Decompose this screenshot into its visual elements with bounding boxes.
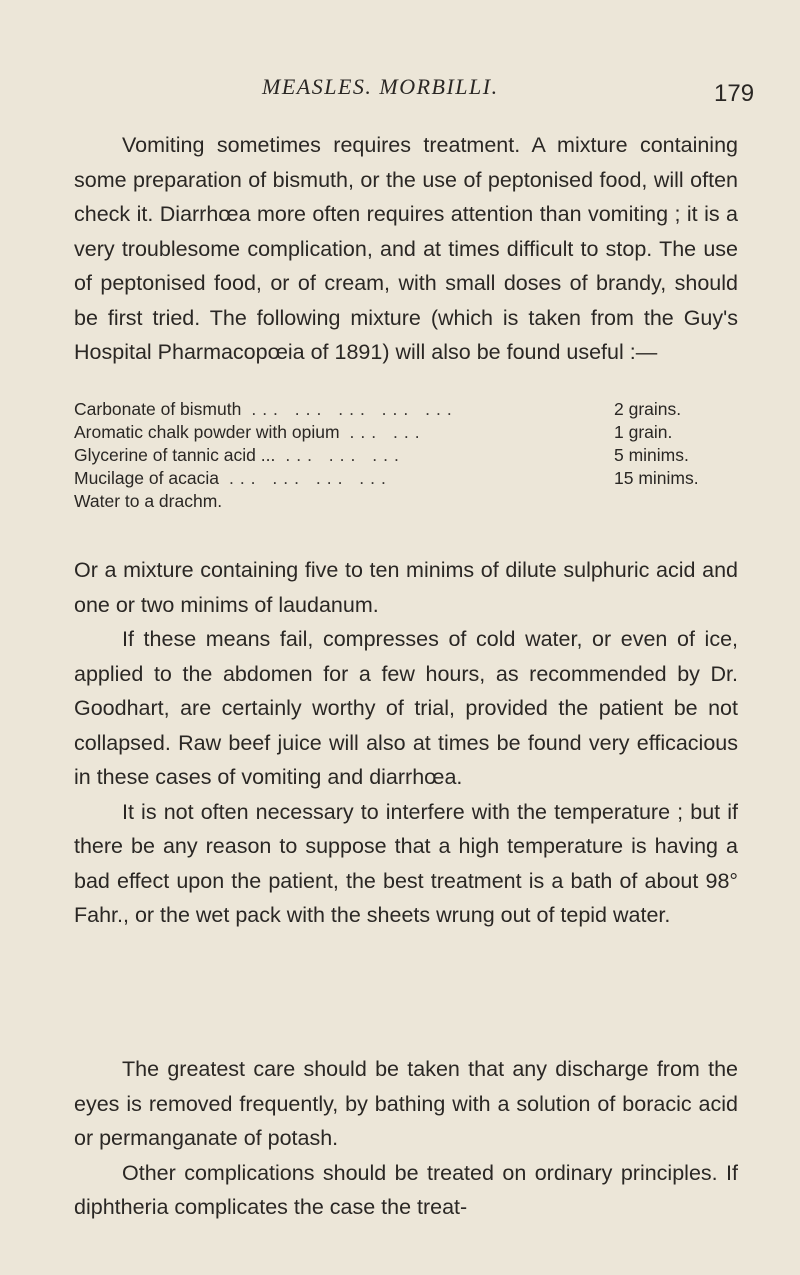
recipe-row <box>74 467 738 490</box>
recipe-quantity: 1 grain. <box>614 422 673 442</box>
body-text-bottom <box>74 1052 738 1225</box>
paragraph-temperature: It is not often necessary to interfere with the temperature ; but if there be any reason to suppose that a high temperature is having a bad effect upon the patient, the best treatment is a bath of about 98° Fahr., or the wet pack with the sheets wrung out of tepid water. <box>74 799 738 927</box>
paragraph-complications: Other complications should be treated on ordinary principles. If diphtheria complicates the case the treat- <box>74 1160 738 1219</box>
recipe-ingredient: Mucilage of acacia <box>74 468 219 488</box>
recipe-quantity: 5 minims. <box>614 445 689 465</box>
recipe-row <box>74 398 738 421</box>
recipe-dot-leader: ... ... ... ... ... <box>251 399 458 419</box>
paragraph-eyes: The greatest care should be taken that any discharge from the eyes is removed frequently, by bathing with a solution of boracic acid or permanganate of potash. <box>74 1057 738 1150</box>
recipe-dot-leader: ... ... <box>349 422 426 442</box>
running-head: MEASLES. MORBILLI. <box>262 74 499 99</box>
recipe-ingredient: Aromatic chalk powder with opium <box>74 422 340 442</box>
paragraph-mixture: Or a mixture containing five to ten minims of dilute sulphuric acid and one or two minims of laudanum. <box>74 558 738 617</box>
recipe-ingredient: Carbonate of bismuth <box>74 399 242 419</box>
recipe-ingredient: Glycerine of tannic acid ... <box>74 445 276 465</box>
recipe-quantity: 15 minims. <box>614 468 699 488</box>
recipe-row <box>74 421 738 444</box>
recipe-ingredient: Water to a drachm. <box>74 491 223 511</box>
body-text-top <box>74 128 738 370</box>
recipe-row <box>74 490 738 513</box>
paragraph-vomiting: Vomiting sometimes requires treatment. A mixture containing some preparation of bismuth, or the use of peptonised food, will often check it. Diarrhœa more often requires attention than vomiting ; it is a very troublesome complication, and at times difficult to stop. The use of peptonised food, or of cream, with small doses of brandy, should be first tried. The following mixture (which is taken from the Guy's Hospital Pharmacopœia of 1891) will also be found useful :— <box>74 133 738 364</box>
recipe-quantity: 2 grains. <box>614 399 682 419</box>
paragraph-compresses: If these means fail, compresses of cold water, or even of ice, applied to the abdomen for a few hours, as recommended by Dr. Goodhart, are certainly worthy of trial, provided the patient be not collapsed. Raw beef juice will also at times be found very efficacious in these cases of vomiting and diarrhœa. <box>74 627 738 789</box>
recipe-table <box>74 398 738 513</box>
recipe-dot-leader: ... ... ... ... <box>228 468 392 488</box>
page-number: 179 <box>714 80 755 107</box>
recipe-dot-leader: ... ... ... <box>285 445 405 465</box>
body-text-middle <box>74 553 738 933</box>
recipe-row <box>74 444 738 467</box>
